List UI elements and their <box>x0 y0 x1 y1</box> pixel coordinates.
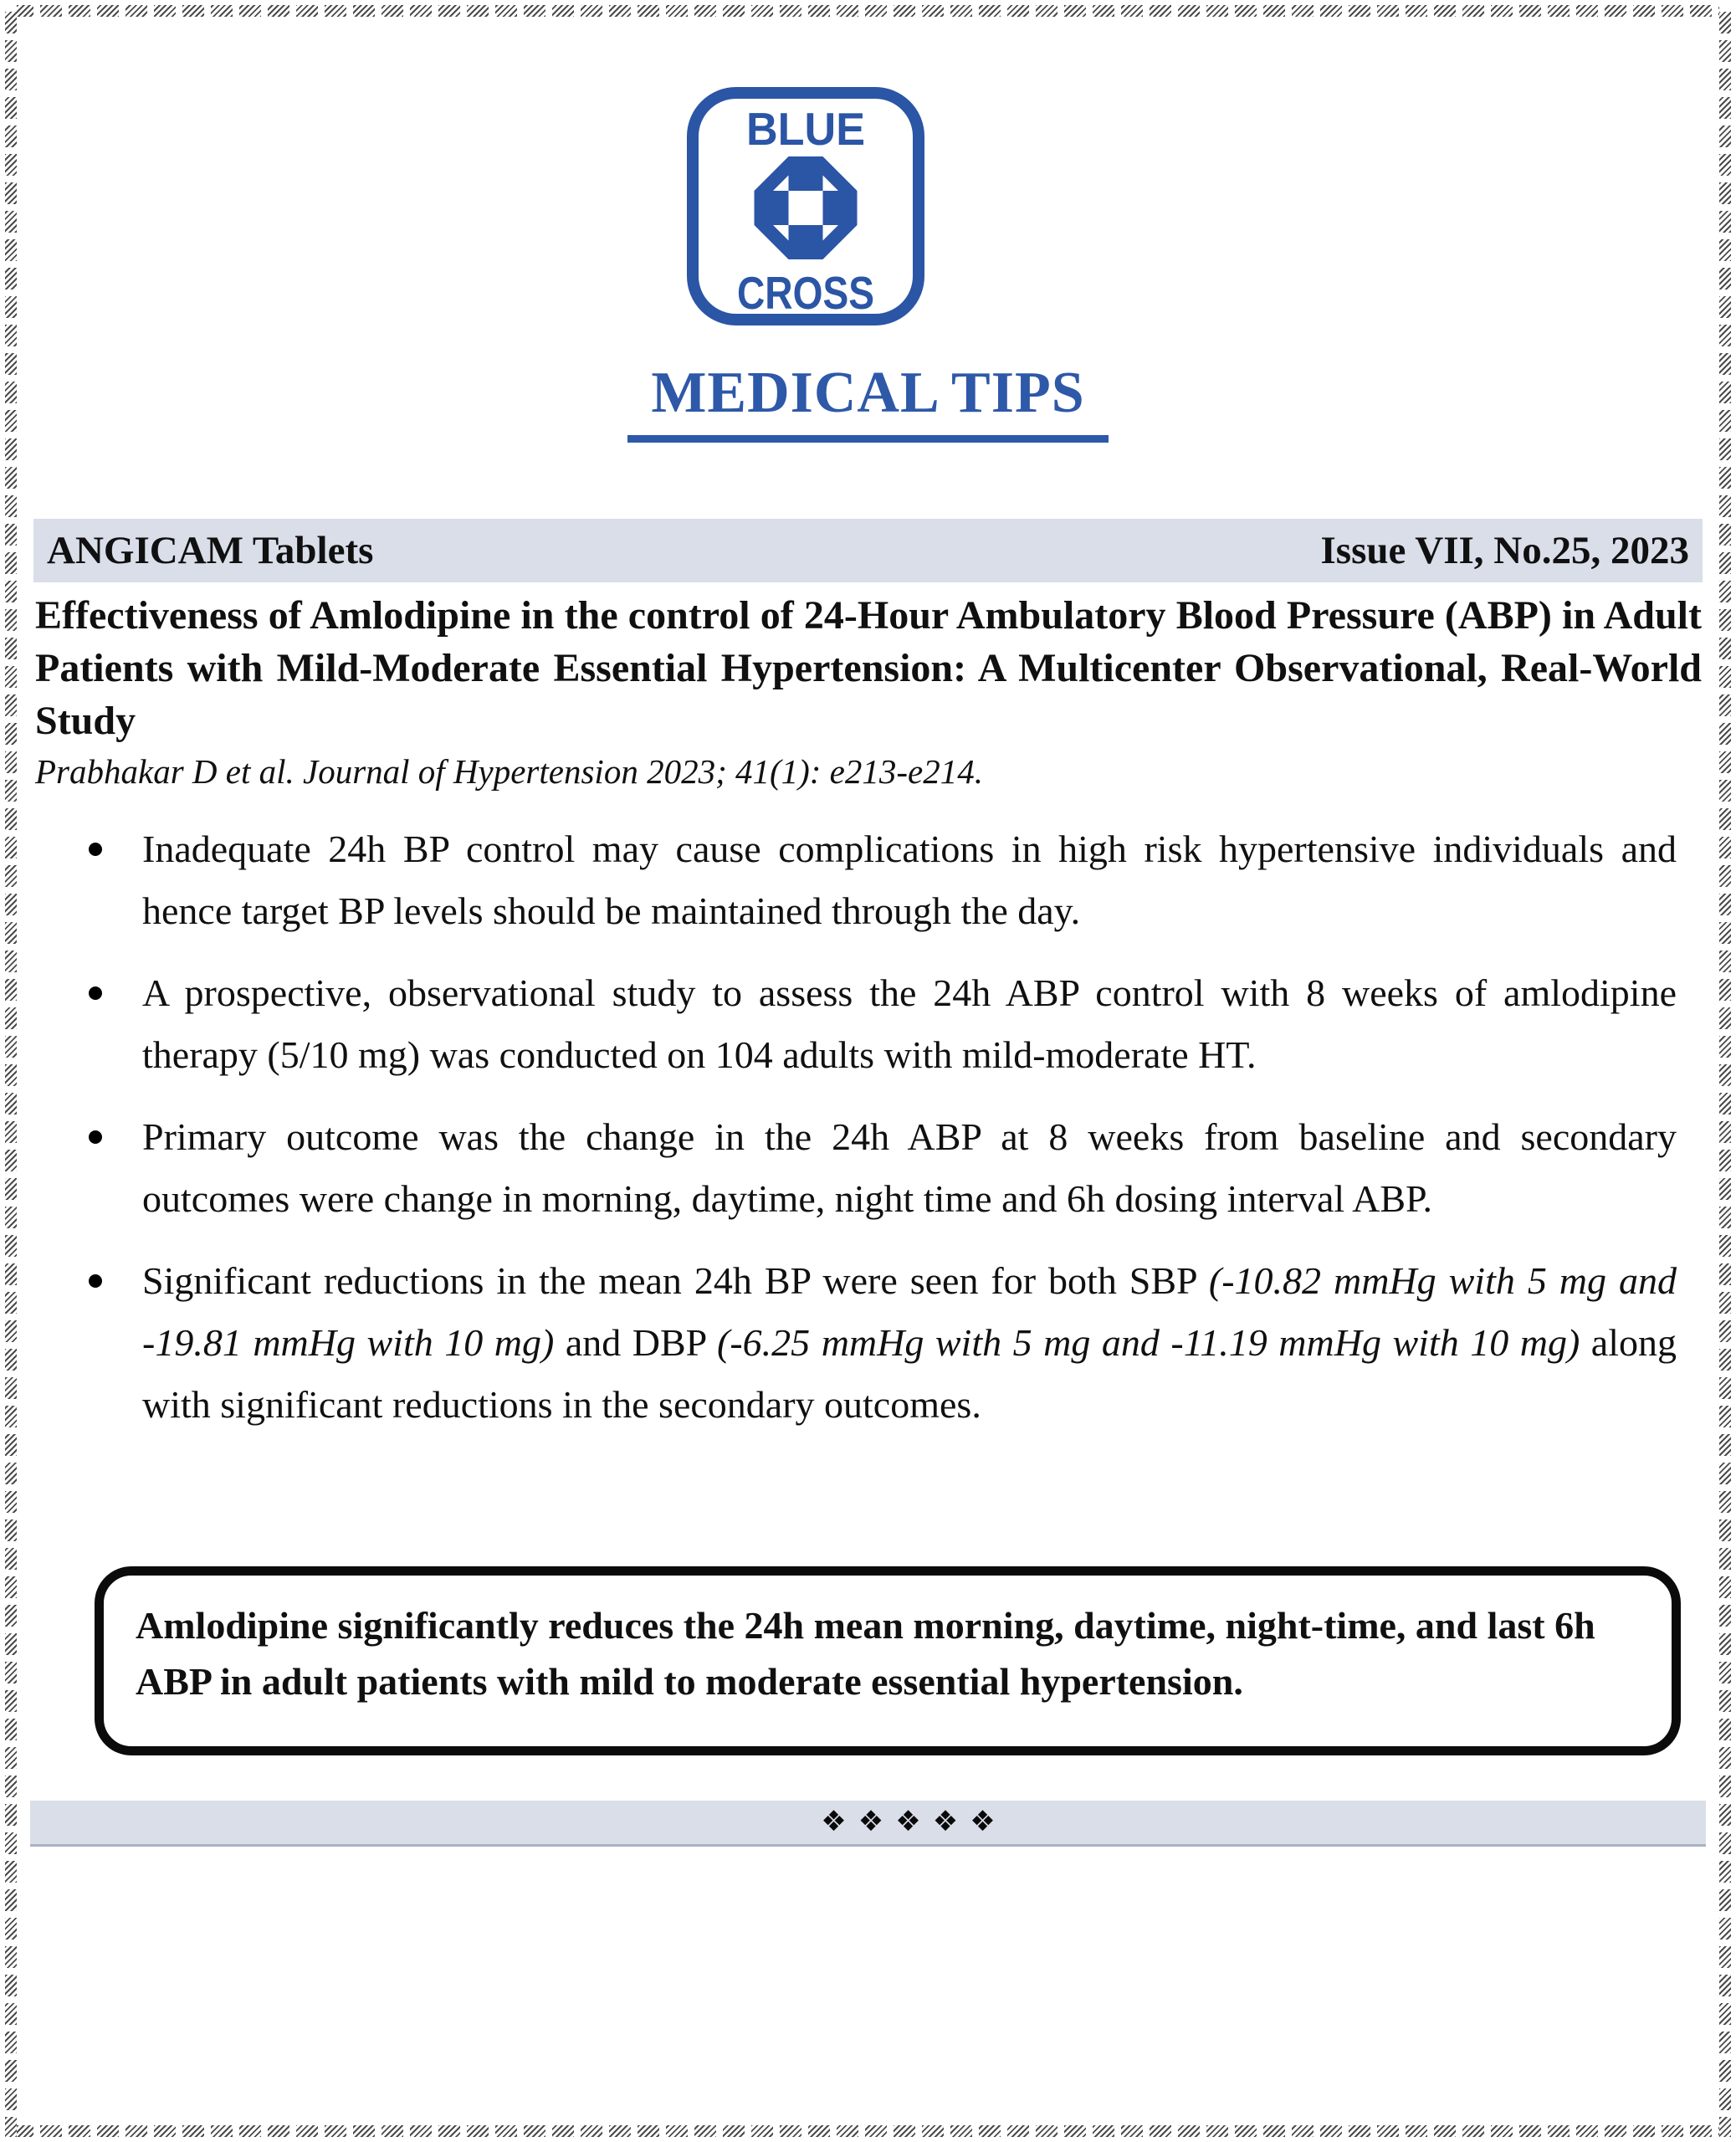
page-border-top <box>5 5 1731 17</box>
bullet-item <box>142 962 1677 1086</box>
bullet-segment: A prospective, observational study to assess the 24h ABP control with 8 weeks of amlodipine therapy (5/10 mg) was conducted on 104 adults with mild-moderate HT. <box>142 971 1677 1076</box>
checkered-octagon-icon <box>755 156 858 259</box>
key-message-text: Amlodipine significantly reduces the 24h mean morning, daytime, night-time, and last 6h ABP in adult patients with mild to moderate essential hypertension. <box>136 1604 1595 1703</box>
masthead-title: MEDICAL TIPS <box>627 360 1108 443</box>
blue-cross-logo-icon <box>686 86 925 326</box>
bullet-item <box>142 818 1677 942</box>
bullet-segment: Significant reductions in the mean 24h BP were seen for both SBP <box>142 1259 1209 1302</box>
blue-cross-logo <box>686 86 925 326</box>
bullet-segment: Primary outcome was the change in the 24h ABP at 8 weeks from baseline and secondary outcomes were change in morning, daytime, night time and 6h dosing interval ABP. <box>142 1115 1677 1220</box>
bullet-list <box>35 818 1702 1456</box>
bullet-segment: Inadequate 24h BP control may cause complications in high risk hypertensive individuals and hence target BP levels should be maintained through the day. <box>142 828 1677 932</box>
bullet-segment: along with significant reductions in the secondary outcomes. <box>142 1321 1677 1426</box>
bullet-segment-italic: (-10.82 mmHg with 5 mg and -19.81 mmHg with 10 mg) <box>142 1259 1677 1364</box>
product-name: ANGICAM Tablets <box>47 529 374 572</box>
logo-word-top: BLUE <box>746 103 865 155</box>
bullet-item <box>142 1106 1677 1230</box>
issue-number: Issue VII, No.25, 2023 <box>1320 529 1689 572</box>
article-citation: Prabhakar D et al. Journal of Hypertension 2023; 41(1): e213-e214. <box>35 752 983 791</box>
ornament-bar <box>30 1801 1706 1847</box>
masthead <box>0 360 1736 443</box>
ornament-diamonds: ❖❖❖❖❖ <box>821 1805 1007 1838</box>
key-message-box <box>95 1566 1681 1755</box>
bullet-item <box>142 1250 1677 1436</box>
article-title: Effectiveness of Amlodipine in the control of 24-Hour Ambulatory Blood Pressure (ABP) in Adult Patients with Mild-Moderate Essential Hypertension: A Multicenter Observational, Real-World Study <box>35 593 1702 743</box>
bullet-segment-italic: (-6.25 mmHg with 5 mg and -11.19 mmHg with 10 mg) <box>717 1321 1580 1364</box>
page-border-bottom <box>5 2125 1731 2137</box>
logo-word-bottom: CROSS <box>737 267 874 319</box>
page-border-right <box>1719 5 1731 2137</box>
bullet-segment: and DBP <box>554 1321 718 1364</box>
issue-bar <box>33 519 1703 582</box>
page-border-left <box>5 5 17 2137</box>
